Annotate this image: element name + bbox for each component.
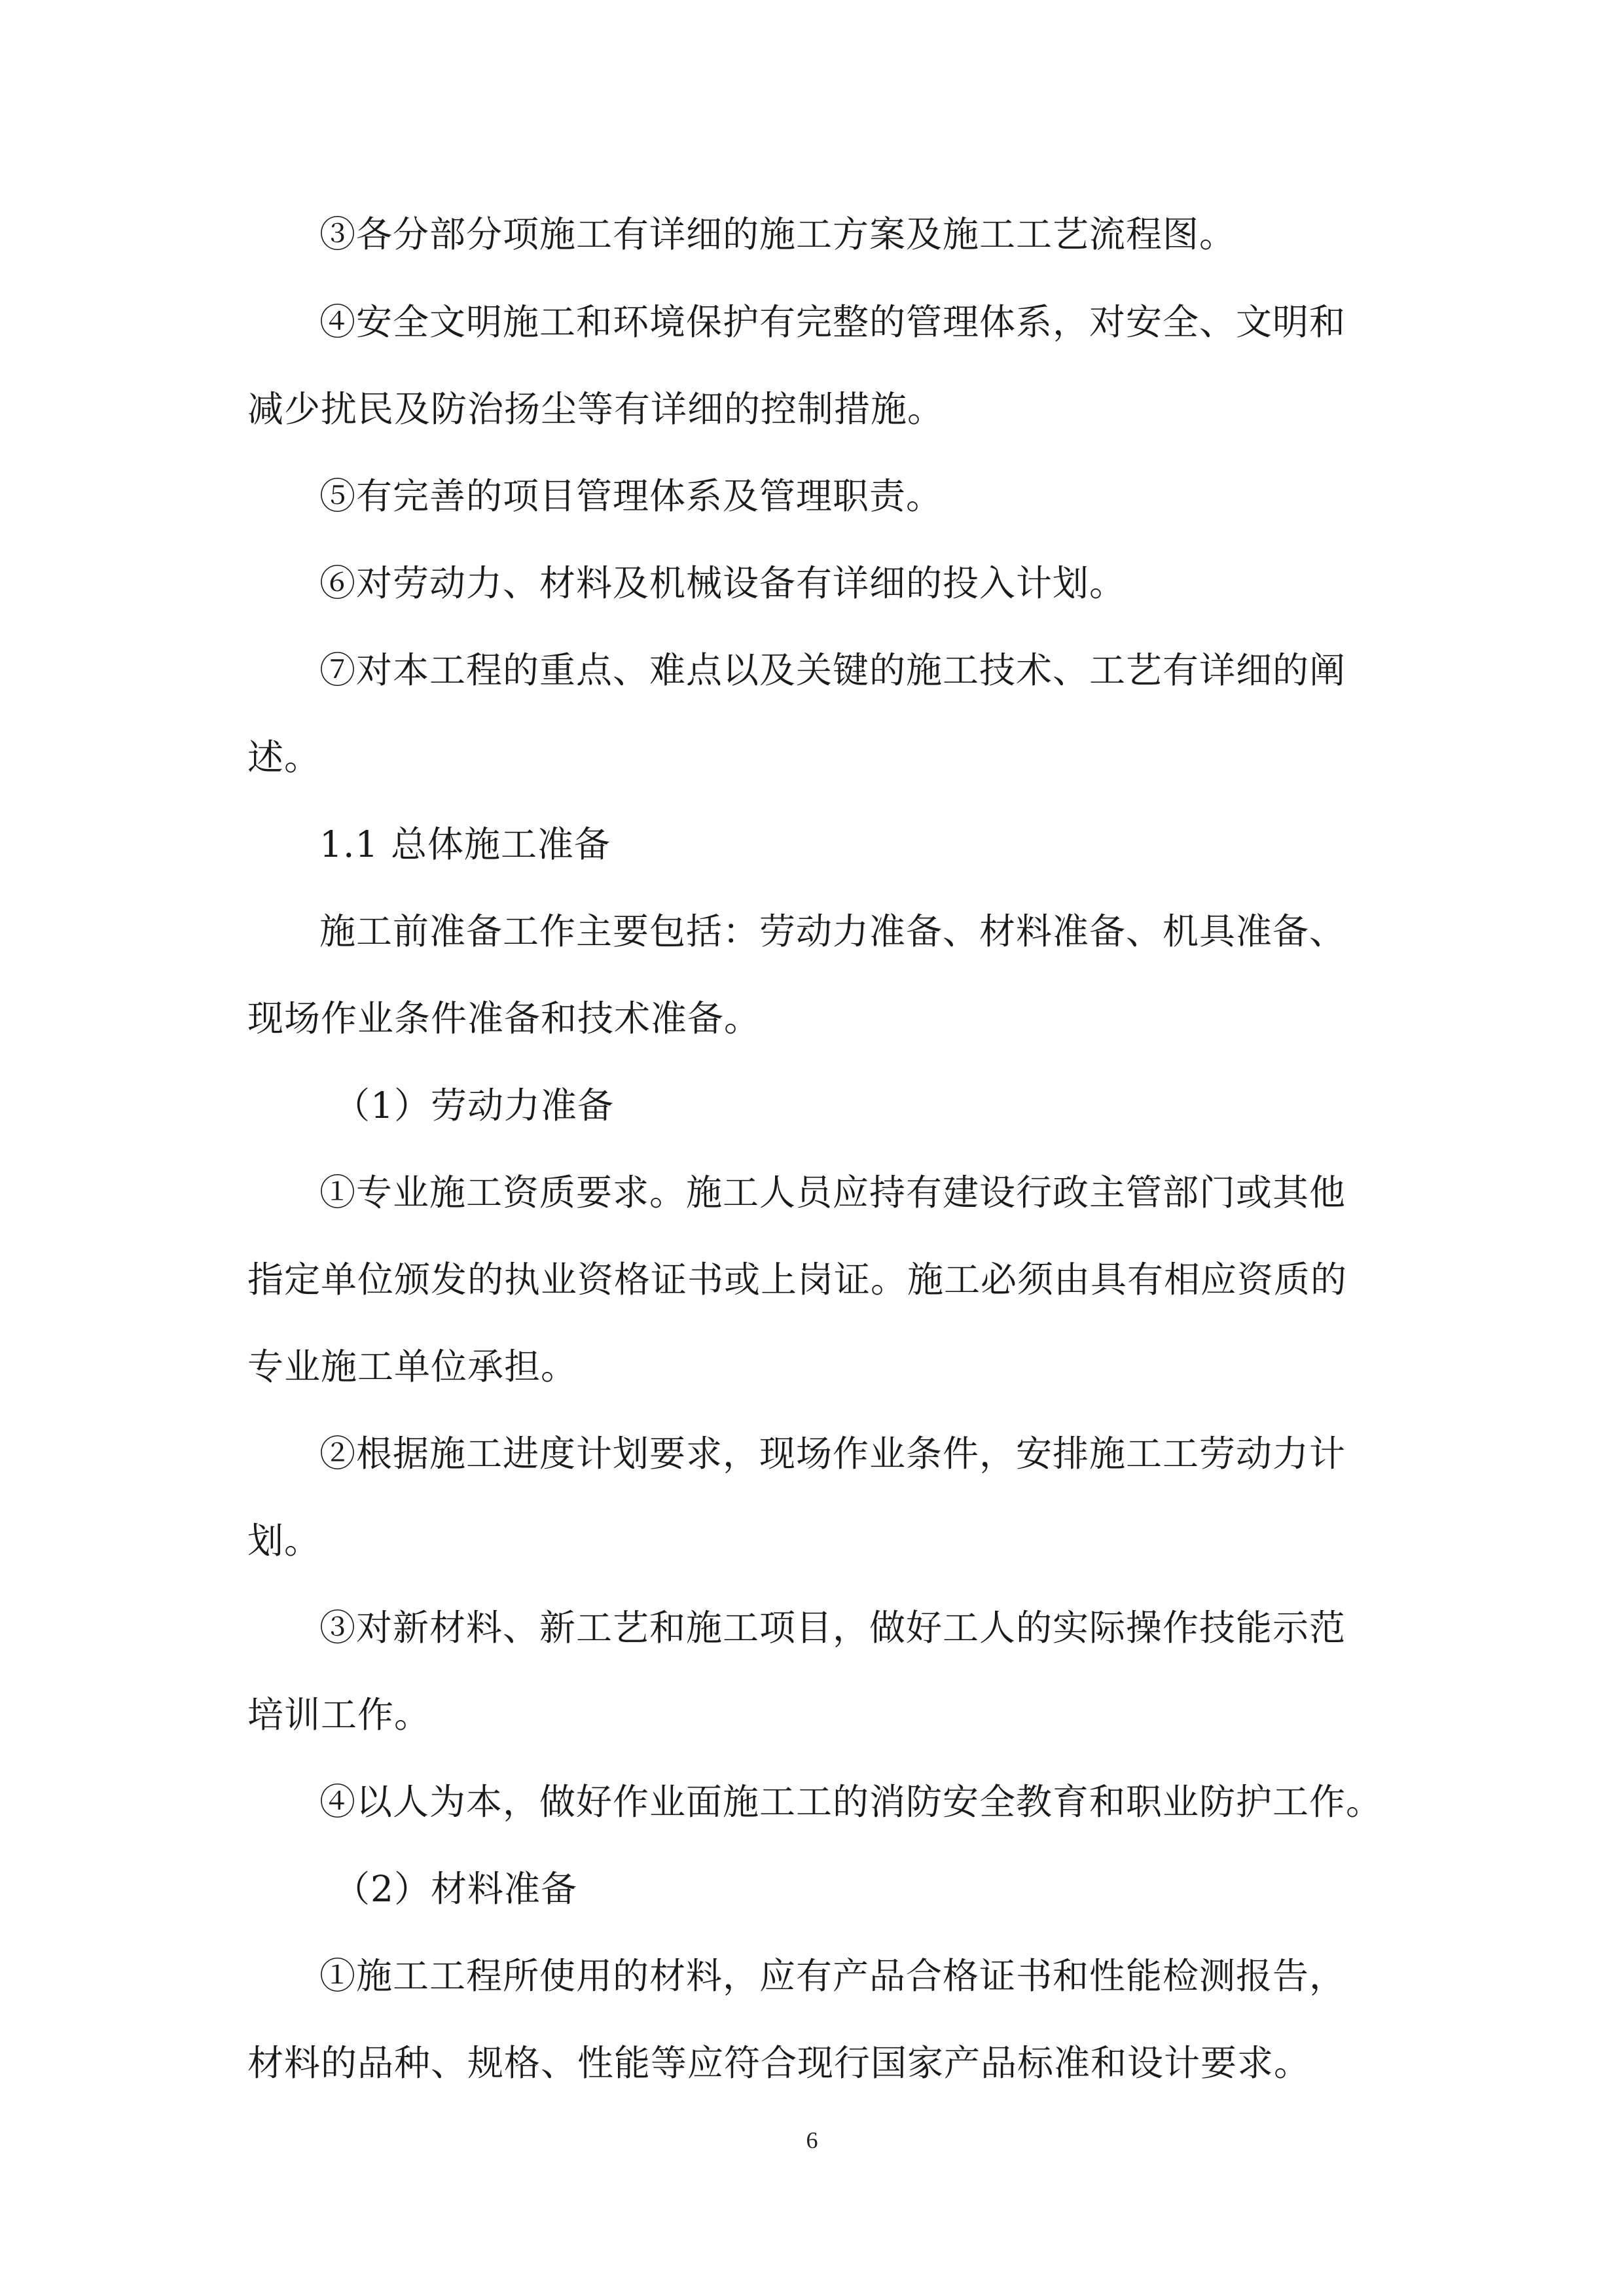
- paragraph-line: ③对新材料、新工艺和施工项目，做好工人的实际操作技能示范: [319, 1607, 1346, 1649]
- paragraph-line: 培训工作。: [247, 1694, 431, 1736]
- paragraph-line: 述。: [247, 736, 321, 778]
- paragraph-line: 划。: [247, 1520, 321, 1562]
- page-number: 6: [806, 2127, 818, 2153]
- paragraph-line: ⑤有完善的项目管理体系及管理职责。: [319, 475, 943, 517]
- paragraph-line: ③各分部分项施工有详细的施工方案及施工工艺流程图。: [319, 213, 1236, 255]
- subsection-heading: （2）材料准备: [334, 1868, 577, 1910]
- paragraph-line: 现场作业条件准备和技术准备。: [247, 997, 761, 1039]
- paragraph-line: 施工前准备工作主要包括：劳动力准备、材料准备、机具准备、: [319, 910, 1346, 952]
- paragraph-line: 减少扰民及防治扬尘等有详细的控制措施。: [247, 388, 945, 430]
- paragraph-line: 专业施工单位承担。: [247, 1346, 578, 1388]
- paragraph-line: 指定单位颁发的执业资格证书或上岗证。施工必须由具有相应资质的: [247, 1259, 1348, 1300]
- paragraph-line: ⑦对本工程的重点、难点以及关键的施工技术、工艺有详细的阐: [319, 649, 1346, 691]
- paragraph-line: ①施工工程所使用的材料，应有产品合格证书和性能检测报告，: [319, 1955, 1346, 1997]
- paragraph-line: ②根据施工进度计划要求，现场作业条件，安排施工工劳动力计: [319, 1433, 1346, 1475]
- subsection-heading: （1）劳动力准备: [334, 1085, 614, 1126]
- paragraph-line: ⑥对劳动力、材料及机械设备有详细的投入计划。: [319, 562, 1127, 604]
- section-heading: 1.1 总体施工准备: [319, 823, 611, 865]
- paragraph-line: ④以人为本，做好作业面施工工的消防安全教育和职业防护工作。: [319, 1781, 1383, 1823]
- paragraph-line: ④安全文明施工和环境保护有完整的管理体系，对安全、文明和: [319, 301, 1346, 343]
- paragraph-line: 材料的品种、规格、性能等应符合现行国家产品标准和设计要求。: [247, 2042, 1311, 2084]
- paragraph-line: ①专业施工资质要求。施工人员应持有建设行政主管部门或其他: [319, 1172, 1346, 1213]
